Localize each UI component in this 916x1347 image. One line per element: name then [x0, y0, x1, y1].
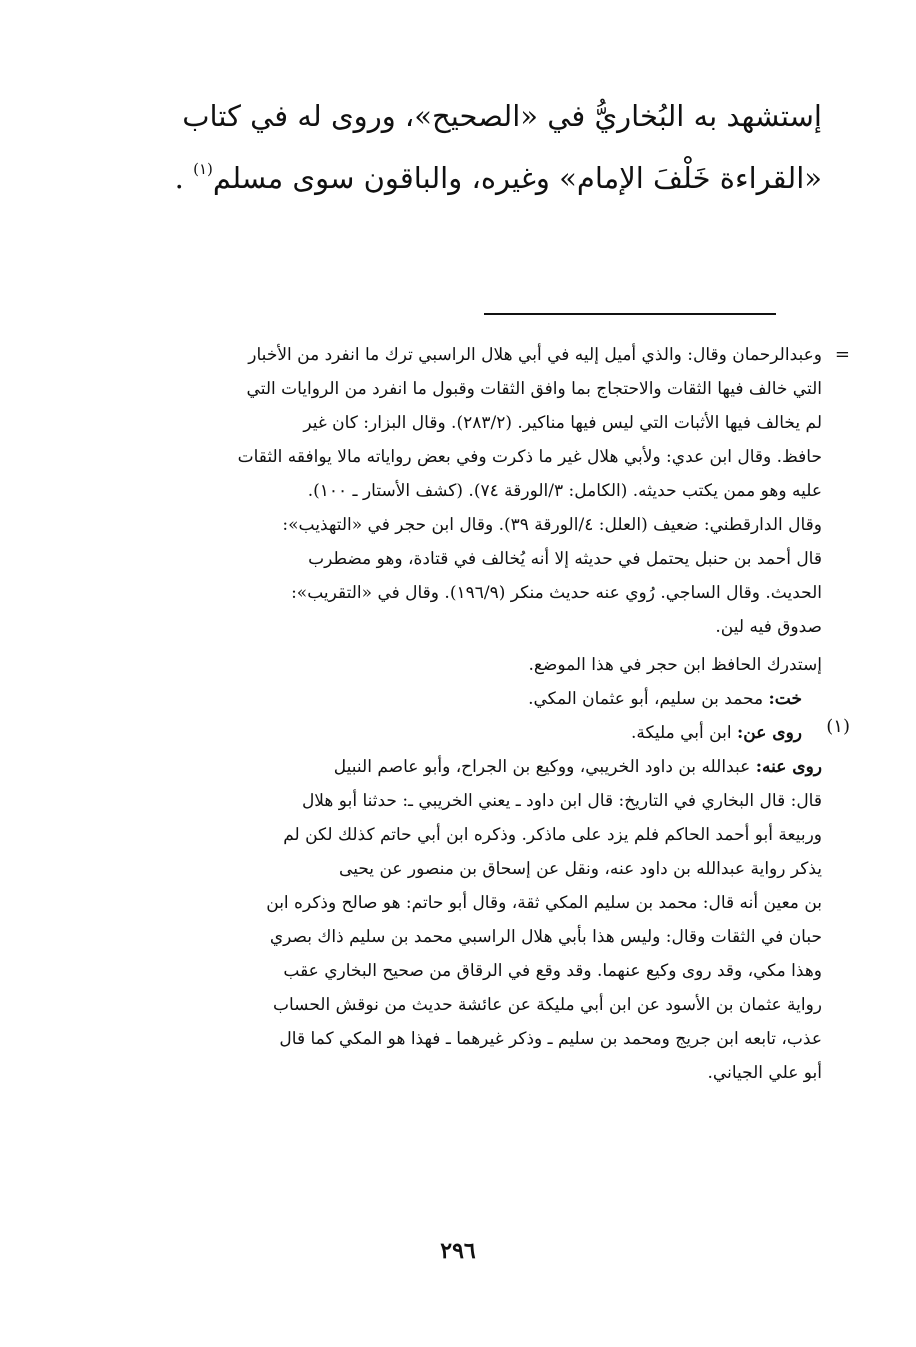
- footnote-1-line: [80, 1056, 822, 1090]
- footnote-1-line: [80, 818, 822, 852]
- khat-label: خت:: [768, 689, 802, 709]
- footnote-1-line-text: أبو علي الجياني.: [707, 1063, 822, 1083]
- footnote-1-marker: (١): [826, 716, 850, 737]
- continuation-line-text: وعبدالرحمان وقال: والذي أميل إليه في أبي هلال الراسبي ترك ما انفرد من الأخبار: [248, 345, 822, 365]
- continuation-line-text: التي خالف فيها الثقات والاحتجاج بما وافق الثقات وقبول ما انفرد من الروايات التي: [246, 379, 822, 399]
- footnote-1-line-text: وربيعة أبو أحمد الحاكم فلم يزد على ماذكر. وذكره ابن أبي حاتم كذلك لكن لم: [283, 825, 822, 845]
- footnote-1-line: [80, 886, 822, 920]
- continuation-line: [80, 338, 822, 372]
- rawa-anhu-text: عبدالله بن داود الخريبي، ووكيع بن الجراح، وأبو عاصم النبيل: [333, 757, 756, 777]
- continuation-line: [80, 372, 822, 406]
- footnote-1-first-text: إستدرك الحافظ ابن حجر في هذا الموضع.: [528, 655, 822, 675]
- footnote-1-first-line: [80, 648, 822, 682]
- footnote-1-line-text: رواية عثمان بن الأسود عن ابن أبي مليكة عن عائشة حديث من نوقش الحساب: [272, 995, 822, 1015]
- continuation-line-text: لم يخالف فيها الأثبات التي ليس فيها مناكير. (٢٨٣/٢). وقال البزار: كان غير: [303, 413, 822, 433]
- continuation-line-text: صدوق فيه لين.: [715, 617, 822, 637]
- continuation-marker: =: [834, 344, 850, 365]
- rawa-an-text: ابن أبي مليكة.: [630, 723, 737, 743]
- rawa-anhu-label: روى عنه:: [755, 757, 822, 777]
- footnote-1-line: [80, 784, 822, 818]
- continuation-line-text: وقال الدارقطني: ضعيف (العلل: ٤/الورقة ٣٩). وقال ابن حجر في «التهذيب»:: [282, 515, 822, 535]
- rawa-anhu-line: [80, 750, 822, 784]
- continuation-line-text: قال أحمد بن حنبل يحتمل في حديثه إلا أنه يُخالف في قتادة، وهو مضطرب: [308, 549, 822, 569]
- footnote-1-line-text: قال: قال البخاري في التاريخ: قال ابن داود ـ يعني الخريبي ـ: حدثنا أبو هلال: [301, 791, 822, 811]
- khat-text: محمد بن سليم، أبو عثمان المكي.: [528, 689, 769, 709]
- rawa-an-label: روى عن:: [736, 723, 802, 743]
- continuation-line-text: عليه وهو ممن يكتب حديثه. (الكامل: ٣/الورقة ٧٤). (كشف الأستار ـ ١٠٠).: [307, 481, 822, 501]
- main-line-1: إستشهد به البُخاريُّ في «الصحيح»، وروى له في كتاب: [182, 99, 822, 133]
- khat-text-wrap: [80, 682, 802, 716]
- rawa-anhu-wrap: [80, 750, 822, 784]
- continuation-line: [80, 576, 822, 610]
- footnote-1-line: [80, 920, 822, 954]
- footnote-1-line: [80, 988, 822, 1022]
- continuation-line-text: الحديث. وقال الساجي. رُوي عنه حديث منكر (١٩٦/٩). وقال في «التقريب»:: [291, 583, 822, 603]
- continuation-line: [80, 474, 822, 508]
- main-text: [80, 90, 822, 205]
- footnote-separator-rule: [484, 313, 776, 315]
- footnote-1-line-text: حبان في الثقات وقال: وليس هذا بأبي هلال الراسبي محمد بن سليم ذاك بصري: [269, 927, 822, 947]
- footnote-1-line-text: عذب، تابعه ابن جريج ومحمد بن سليم ـ وذكر غيرهما ـ فهذا هو المكي كما قال: [279, 1029, 822, 1049]
- rawa-an-wrap: [80, 716, 802, 750]
- continuation-line: [80, 508, 822, 542]
- footnote-1-line: [80, 954, 822, 988]
- page-number: ٢٩٦: [440, 1238, 476, 1264]
- footnotes: [80, 338, 850, 1090]
- continuation-line: [80, 406, 822, 440]
- khat-line: [80, 682, 822, 716]
- continuation-line: [80, 440, 822, 474]
- footnote-reference: (١): [193, 160, 213, 178]
- footnote-1-line: [80, 1022, 822, 1056]
- continuation-line-text: حافظ. وقال ابن عدي: ولأبي هلال غير ما ذكرت وفي بعض رواياته مالا يوافقه الثقات: [237, 447, 822, 467]
- rawa-an-line: [80, 716, 822, 750]
- main-line-2: [80, 143, 822, 205]
- footnote-1-line-text: بن معين أنه قال: محمد بن سليم المكي ثقة، وقال أبو حاتم: هو صالح وذكره ابن: [266, 893, 822, 913]
- footnote-1-line-text: يذكر رواية عبدالله بن داود عنه، ونقل عن إسحاق بن منصور عن يحيى: [339, 859, 822, 879]
- footnote-1-line: [80, 852, 822, 886]
- main-line-2-end: .: [174, 161, 194, 195]
- main-line-2-text: «القراءة خَلْفَ الإمام» وغيره، والباقون سوى مسلم: [212, 161, 822, 195]
- continuation-line: [80, 542, 822, 576]
- footnote-1-line-text: وهذا مكي، وقد روى وكيع عنهما. وقد وقع في الرقاق من صحيح البخاري عقب: [283, 961, 822, 981]
- continuation-line: [80, 610, 822, 644]
